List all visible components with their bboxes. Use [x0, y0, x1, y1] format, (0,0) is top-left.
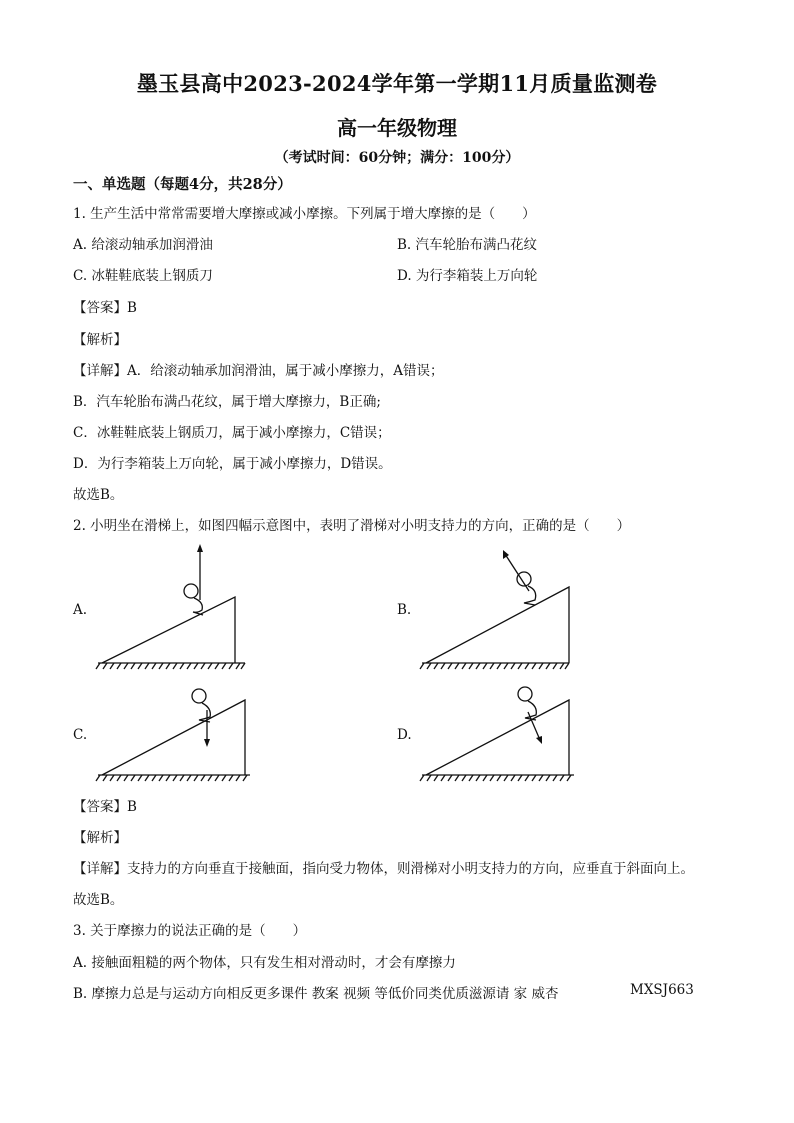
q2-option-b-label: B.: [397, 602, 412, 618]
q1-answer: 【答案】B: [73, 300, 137, 316]
slide-figure-a: [90, 540, 250, 675]
q2-option-c-label: C.: [73, 727, 88, 743]
slide-incline: [426, 700, 569, 775]
person-body: [524, 586, 536, 605]
q2-option-d-label: D.: [397, 727, 412, 743]
slide-incline: [102, 597, 235, 663]
q2-detail: 【详解】支持力的方向垂直于接触面，指向受力物体，则滑梯对小明支持力的方向，应垂直于斜面向上。: [73, 861, 694, 877]
q1-conclusion: 故选B。: [73, 487, 124, 503]
q1-option-b: B. 汽车轮胎布满凸花纹: [397, 237, 538, 253]
q1-option-a: A. 给滚动轴承加润滑油: [73, 237, 213, 253]
slide-incline: [426, 587, 569, 663]
q1-option-c: C. 冰鞋鞋底装上钢质刀: [73, 268, 213, 284]
slide-figure-c: [90, 680, 255, 790]
q1-stem: 1. 生产生活中常常需要增大摩擦或减小摩擦。下列属于增大摩擦的是（ ）: [73, 206, 536, 222]
person-head: [518, 687, 532, 701]
q3-option-b: B. 摩擦力总是与运动方向相反更多课件 教案 视频 等低价同类优质滋源请 家 威杏: [73, 986, 559, 1002]
ground-hatch: [96, 663, 245, 669]
person-head: [184, 584, 198, 598]
q3-stem: 3. 关于摩擦力的说法正确的是（ ）: [73, 923, 307, 939]
person-head: [192, 689, 206, 703]
exam-info: （考试时间：60分钟；满分：100分）: [274, 150, 520, 166]
q2-conclusion: 故选B。: [73, 892, 124, 908]
slide-incline: [102, 700, 245, 775]
q2-analysis-label: 【解析】: [73, 830, 127, 846]
ground-hatch: [96, 775, 247, 781]
q1-detail-line: 【详解】A．给滚动轴承加润滑油，属于减小摩擦力，A错误；: [73, 363, 444, 379]
ground-hatch: [420, 775, 571, 781]
q3-option-a: A. 接触面粗糙的两个物体，只有发生相对滑动时，才会有摩擦力: [73, 955, 456, 971]
arrow-head: [197, 544, 203, 552]
q2-answer: 【答案】B: [73, 799, 137, 815]
q2-stem: 2. 小明坐在滑梯上，如图四幅示意图中，表明了滑梯对小明支持力的方向，正确的是（ ）: [73, 518, 631, 534]
slide-figure-d: [414, 680, 579, 790]
arrow-head: [204, 739, 210, 747]
document-subtitle: 高一年级物理: [337, 116, 457, 140]
person-body: [193, 598, 203, 615]
q2-option-a-label: A.: [73, 602, 88, 618]
arrow-head: [536, 736, 542, 744]
ground-hatch: [420, 663, 569, 669]
q1-detail-line: C．冰鞋鞋底装上钢质刀，属于减小摩擦力，C错误；: [73, 425, 391, 441]
document-title: 墨玉县高中2023-2024学年第一学期11月质量监测卷: [136, 71, 658, 96]
slide-figure-b: [414, 540, 574, 675]
watermark-code: MXSJ663: [630, 982, 694, 998]
q1-analysis-label: 【解析】: [73, 332, 127, 348]
q1-detail-line: B．汽车轮胎布满凸花纹，属于增大摩擦力，B正确;: [73, 394, 381, 410]
q1-detail-line: D．为行李箱装上万向轮，属于减小摩擦力，D错误。: [73, 456, 392, 472]
section-heading: 一、单选题（每题4分，共28分）: [73, 176, 292, 193]
q1-option-d: D. 为行李箱装上万向轮: [397, 268, 538, 284]
